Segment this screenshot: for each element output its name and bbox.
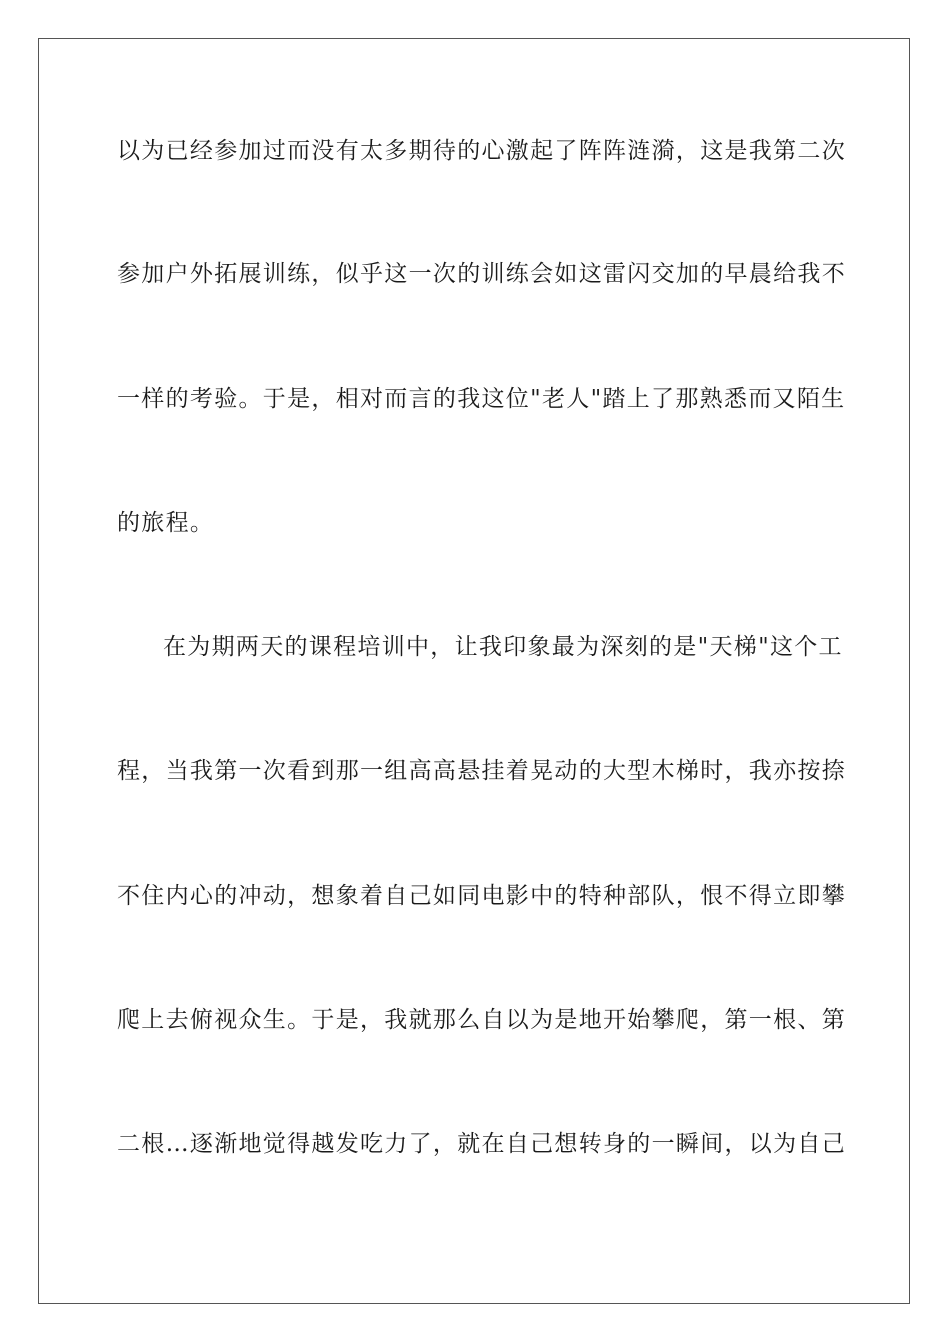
text-line: 不住内心的冲动，想象着自己如同电影中的特种部队，恨不得立即攀	[117, 883, 846, 909]
text-line: 以为已经参加过而没有太多期待的心激起了阵阵涟漪，这是我第二次	[117, 138, 846, 164]
text-line: 爬上去俯视众生。于是，我就那么自以为是地开始攀爬，第一根、第	[117, 1007, 846, 1033]
text-line: 的旅程。	[117, 510, 215, 536]
page-border	[38, 38, 910, 1304]
text-line: 二根…逐渐地觉得越发吃力了，就在自己想转身的一瞬间，以为自己	[117, 1131, 846, 1157]
text-line: 参加户外拓展训练，似乎这一次的训练会如这雷闪交加的早晨给我不	[117, 261, 846, 287]
text-line: 在为期两天的课程培训中，让我印象最为深刻的是"天梯"这个工	[163, 634, 843, 660]
text-line: 一样的考验。于是，相对而言的我这位"老人"踏上了那熟悉而又陌生	[117, 386, 846, 412]
text-line: 程，当我第一次看到那一组高高悬挂着晃动的大型木梯时，我亦按捺	[117, 758, 846, 784]
